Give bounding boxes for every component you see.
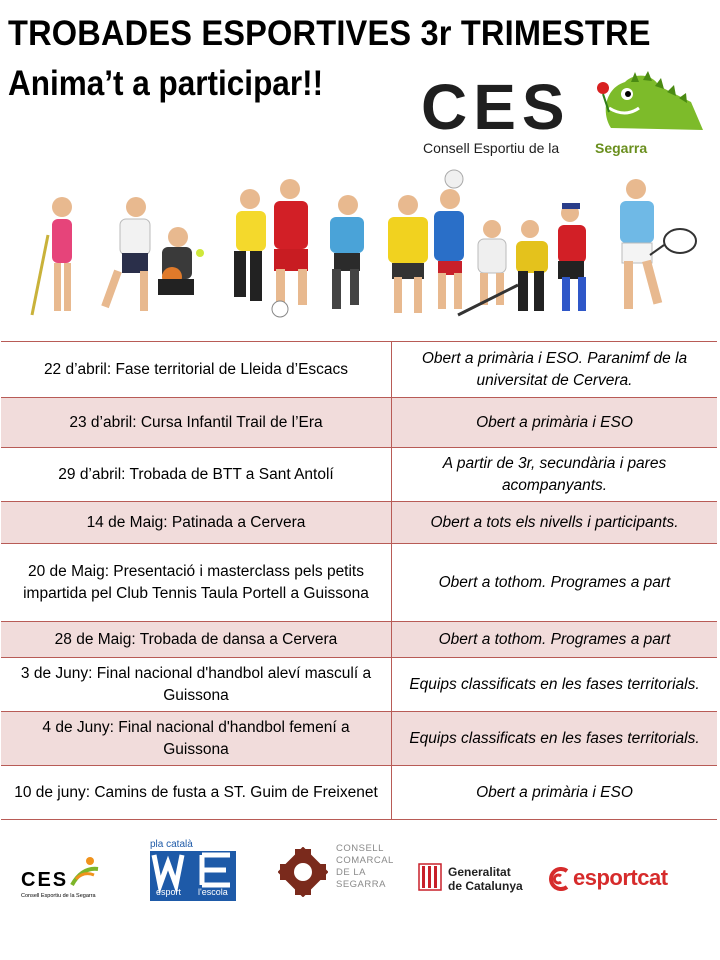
audience-cell: Obert a tothom. Programes a part [392,622,718,658]
pla-escola-text: l'escola [198,887,228,897]
table-row [1,544,717,622]
table-row [1,658,717,712]
pla-catala-box [150,851,236,901]
event-cell: 10 de juny: Camins de fusta a ST. Guim de Freixenet [1,766,392,820]
ces-logo-name-suffix: Segarra [595,140,648,156]
audience-cell: Obert a tots els nivells i participants. [392,502,718,544]
catalan-flag-shield-icon [418,863,442,891]
child-yellow-shirt [196,189,266,301]
child-blue-shirt [330,195,364,309]
page-subtitle: Anima’t a participar!! [8,64,324,103]
audience-cell: A partir de 3r, secundària i pares acompanyants. [392,448,718,502]
consell-line-1: CONSELL [336,843,384,854]
footer-esportcat-logo [545,863,695,895]
event-cell: 29 d’abril: Trobada de BTT a Sant Antolí [1,448,392,502]
ces-logo [413,66,713,162]
generalitat-line-2: de Catalunya [448,879,523,893]
audience-cell: Equips classificats en les fases territorials. [392,658,718,712]
consell-line-2: COMARCAL [336,855,394,866]
child-netball-wd [388,195,428,313]
ces-logo-name: Consell Esportiu de la [423,140,560,156]
child-white-shirt [101,197,150,311]
audience-cell: Obert a tothom. Programes a part [392,544,718,622]
event-cell: 22 d’abril: Fase territorial de Lleida d’Escacs [1,342,392,398]
consell-line-3: DE LA [336,867,366,878]
table-row [1,448,717,502]
footer-generalitat-logo [418,861,538,895]
audience-cell: Obert a primària i ESO [392,766,718,820]
audience-cell: Obert a primària i ESO. Paranimf de la universitat de Cervera. [392,342,718,398]
footer-pla-catala-logo [148,839,238,905]
table-row [1,622,717,658]
ces-logo-acronym: CES [421,71,571,143]
event-cell: 14 de Maig: Patinada a Cervera [1,502,392,544]
runner-swoosh-icon [68,855,102,889]
child-basketball [158,227,194,295]
generalitat-line-1: Generalitat [448,865,511,879]
table-row [1,342,717,398]
footer-ces-acronym: CES [21,869,69,891]
child-netball-wa [434,170,464,309]
footer-consell-comarcal-logo [278,843,398,901]
gear-emblem-icon [278,847,328,897]
green-dragon-mascot-icon [591,68,707,138]
footer-ces-logo [18,855,108,905]
child-tennis-player [620,179,696,309]
pla-esport-text: esport [156,887,182,897]
event-cell: 28 de Maig: Trobada de dansa a Cervera [1,622,392,658]
pla-catala-text: pla català [150,839,193,850]
esportcat-swirl-icon [545,867,571,891]
child-red-shirt [272,179,308,317]
child-hockey-white [458,220,518,315]
sponsor-logos [0,835,720,915]
page-title: TROBADES ESPORTIVES 3r TRIMESTRE [8,14,651,53]
esportcat-text: esportcat [573,865,668,890]
events-table [1,341,717,820]
audience-cell: Obert a primària i ESO [392,398,718,448]
children-playing-sports-image [18,165,708,327]
consell-line-4: SEGARRA [336,879,386,890]
table-row [1,766,717,820]
event-cell: 20 de Maig: Presentació i masterclass pels petits impartida pel Club Tennis Taula Portell a Guissona [1,544,392,622]
event-cell: 23 d’abril: Cursa Infantil Trail de l’Era [1,398,392,448]
table-row [1,398,717,448]
child-yellow-runner [516,220,548,311]
audience-cell: Equips classificats en les fases territorials. [392,712,718,766]
event-cell: 3 de Juny: Final nacional d'handbol aleví masculí a Guissona [1,658,392,712]
child-hockey-girl [32,197,72,315]
table-row [1,712,717,766]
event-cell: 4 de Juny: Final nacional d'handbol femení a Guissona [1,712,392,766]
table-row [1,502,717,544]
child-red-cap [558,203,586,311]
footer-ces-name: Consell Esportiu de la Segarra [21,893,96,899]
